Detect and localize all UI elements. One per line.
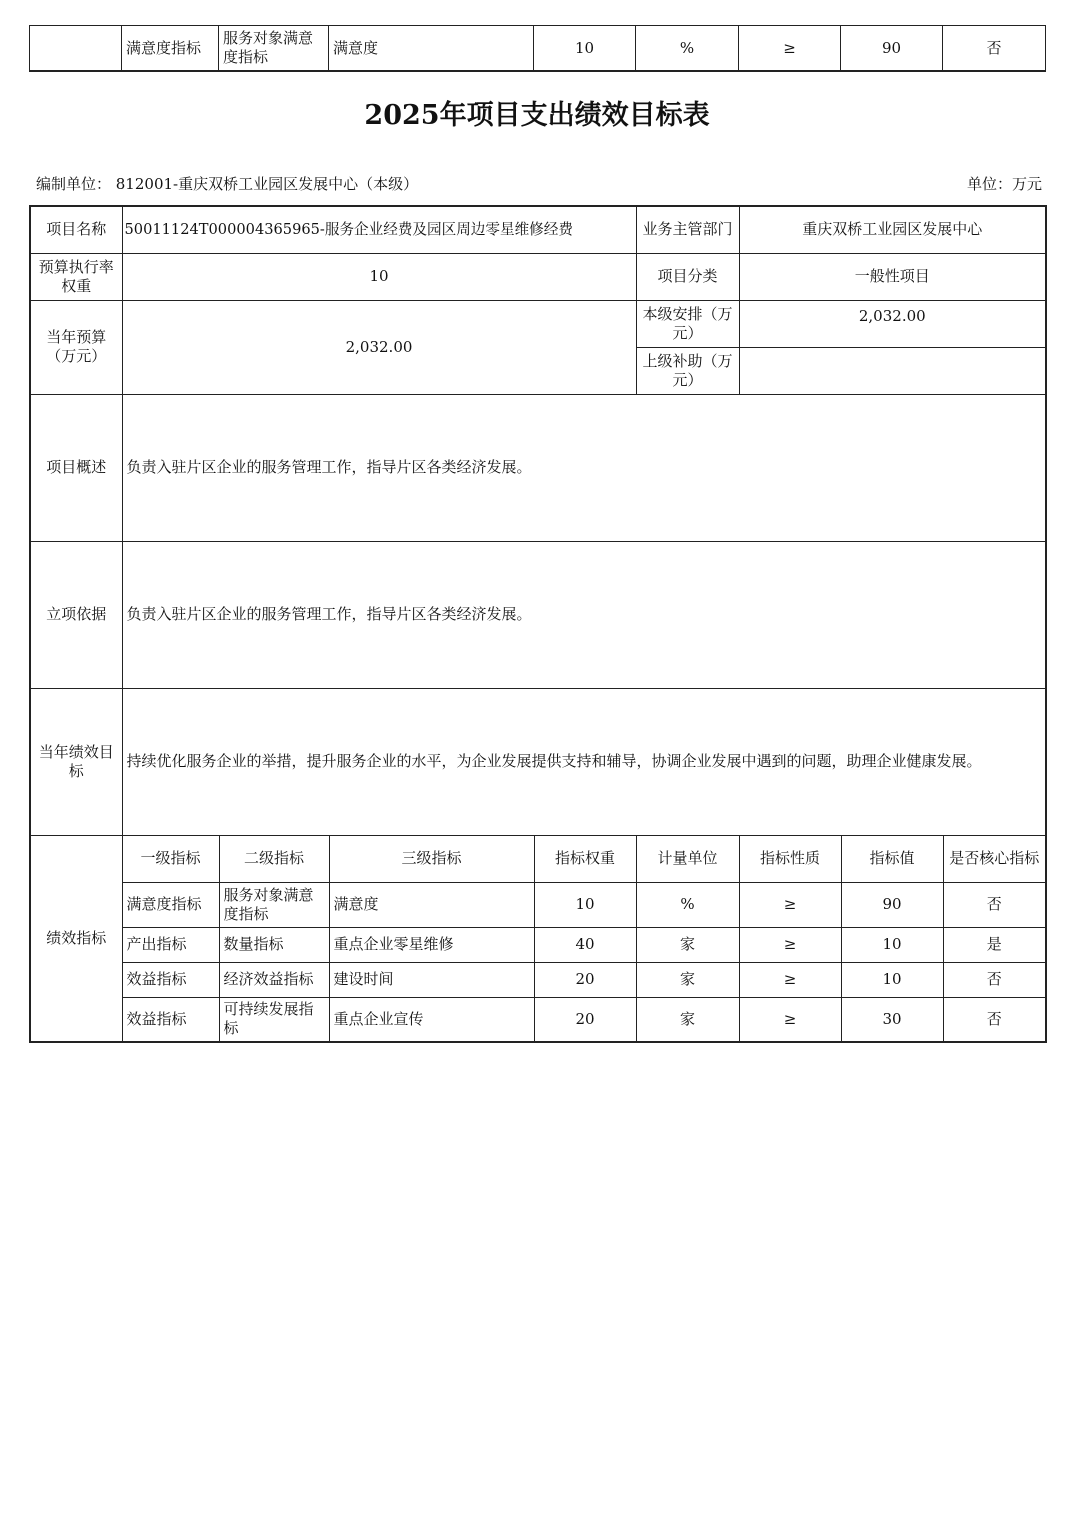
subsidy-label: 上级补助（万元） [636,347,739,394]
row1-level2: 服务对象满意度指标 [219,882,329,927]
money-unit: 单位：万元 [966,175,1042,193]
table-row [30,300,1046,347]
weight-cell: 10 [534,26,636,72]
row1-core: 否 [943,882,1046,927]
table-row [30,253,1046,300]
own-label: 本级安排（万元） [636,300,739,347]
row2-value: 10 [841,927,943,962]
row1-value: 90 [841,882,943,927]
rate-label: 预算执行率权重 [30,253,122,300]
level3-cell: 满意度 [329,26,534,72]
table-row [30,997,1046,1042]
row4-nature: ≥ [739,997,841,1042]
header-level3: 三级指标 [329,835,534,882]
budget-label: 当年预算（万元） [30,300,122,394]
header-core: 是否核心指标 [943,835,1046,882]
page-title: 2025年项目支出绩效目标表 [364,100,710,131]
table-row [30,26,1046,72]
row4-core: 否 [943,997,1046,1042]
value-cell: 90 [841,26,943,72]
table-row [30,927,1046,962]
level2-cell: 服务对象满意度指标 [219,26,329,72]
row4-level1: 效益指标 [122,997,219,1042]
row3-weight: 20 [534,962,636,997]
row1-nature: ≥ [739,882,841,927]
category-label: 项目分类 [636,253,739,300]
header-value: 指标值 [841,835,943,882]
row2-nature: ≥ [739,927,841,962]
row3-unit: 家 [636,962,739,997]
dept-label: 业务主管部门 [636,206,739,253]
overview-label: 项目概述 [30,394,122,541]
goal-value: 持续优化服务企业的举措，提升服务企业的水平，为企业发展提供支持和辅导，协调企业发展中遇到的问题，助理企业健康发展。 [122,688,1046,835]
row4-unit: 家 [636,997,739,1042]
row4-level2: 可持续发展指标 [219,997,329,1042]
nature-cell: ≥ [739,26,841,72]
table-row [30,394,1046,541]
subsidy-value [739,347,1046,394]
budget-value: 2,032.00 [122,300,636,394]
level1-cell: 满意度指标 [122,26,219,72]
row4-value: 30 [841,997,943,1042]
row2-level1: 产出指标 [122,927,219,962]
own-value: 2,032.00 [739,300,1046,347]
row1-level1: 满意度指标 [122,882,219,927]
goal-label: 当年绩效目标 [30,688,122,835]
project-name-label: 项目名称 [30,206,122,253]
row1-unit: % [636,882,739,927]
header-nature: 指标性质 [739,835,841,882]
row2-level2: 数量指标 [219,927,329,962]
row3-level2: 经济效益指标 [219,962,329,997]
prep-unit: 编制单位： 812001-重庆双桥工业园区发展中心（本级） [36,175,419,193]
indicators-label: 绩效指标 [30,835,122,1042]
table-row [30,882,1046,927]
row3-level1: 效益指标 [122,962,219,997]
basis-label: 立项依据 [30,541,122,688]
project-name-value: 50011124T000004365965-服务企业经费及园区周边零星维修经费 [122,206,636,253]
rate-value: 10 [122,253,636,300]
row1-weight: 10 [534,882,636,927]
table-row [30,206,1046,253]
table-row [30,962,1046,997]
row2-weight: 40 [534,927,636,962]
row2-unit: 家 [636,927,739,962]
row2-core: 是 [943,927,1046,962]
row1-level3: 满意度 [329,882,534,927]
row3-value: 10 [841,962,943,997]
header-unit: 计量单位 [636,835,739,882]
table-row [30,688,1046,835]
row4-level3: 重点企业宣传 [329,997,534,1042]
header-level2: 二级指标 [219,835,329,882]
overview-value: 负责入驻片区企业的服务管理工作，指导片区各类经济发展。 [122,394,1046,541]
header-weight: 指标权重 [534,835,636,882]
row3-nature: ≥ [739,962,841,997]
dept-value: 重庆双桥工业园区发展中心 [739,206,1046,253]
row3-core: 否 [943,962,1046,997]
table-header-row [30,835,1046,882]
table-row [30,541,1046,688]
row4-weight: 20 [534,997,636,1042]
header-level1: 一级指标 [122,835,219,882]
performance-table [29,205,1047,1043]
row2-level3: 重点企业零星维修 [329,927,534,962]
empty-cell [30,26,122,72]
row3-level3: 建设时间 [329,962,534,997]
basis-value: 负责入驻片区企业的服务管理工作，指导片区各类经济发展。 [122,541,1046,688]
core-cell: 否 [943,26,1046,72]
category-value: 一般性项目 [739,253,1046,300]
previous-table-tail [29,25,1046,72]
unit-cell: % [636,26,739,72]
